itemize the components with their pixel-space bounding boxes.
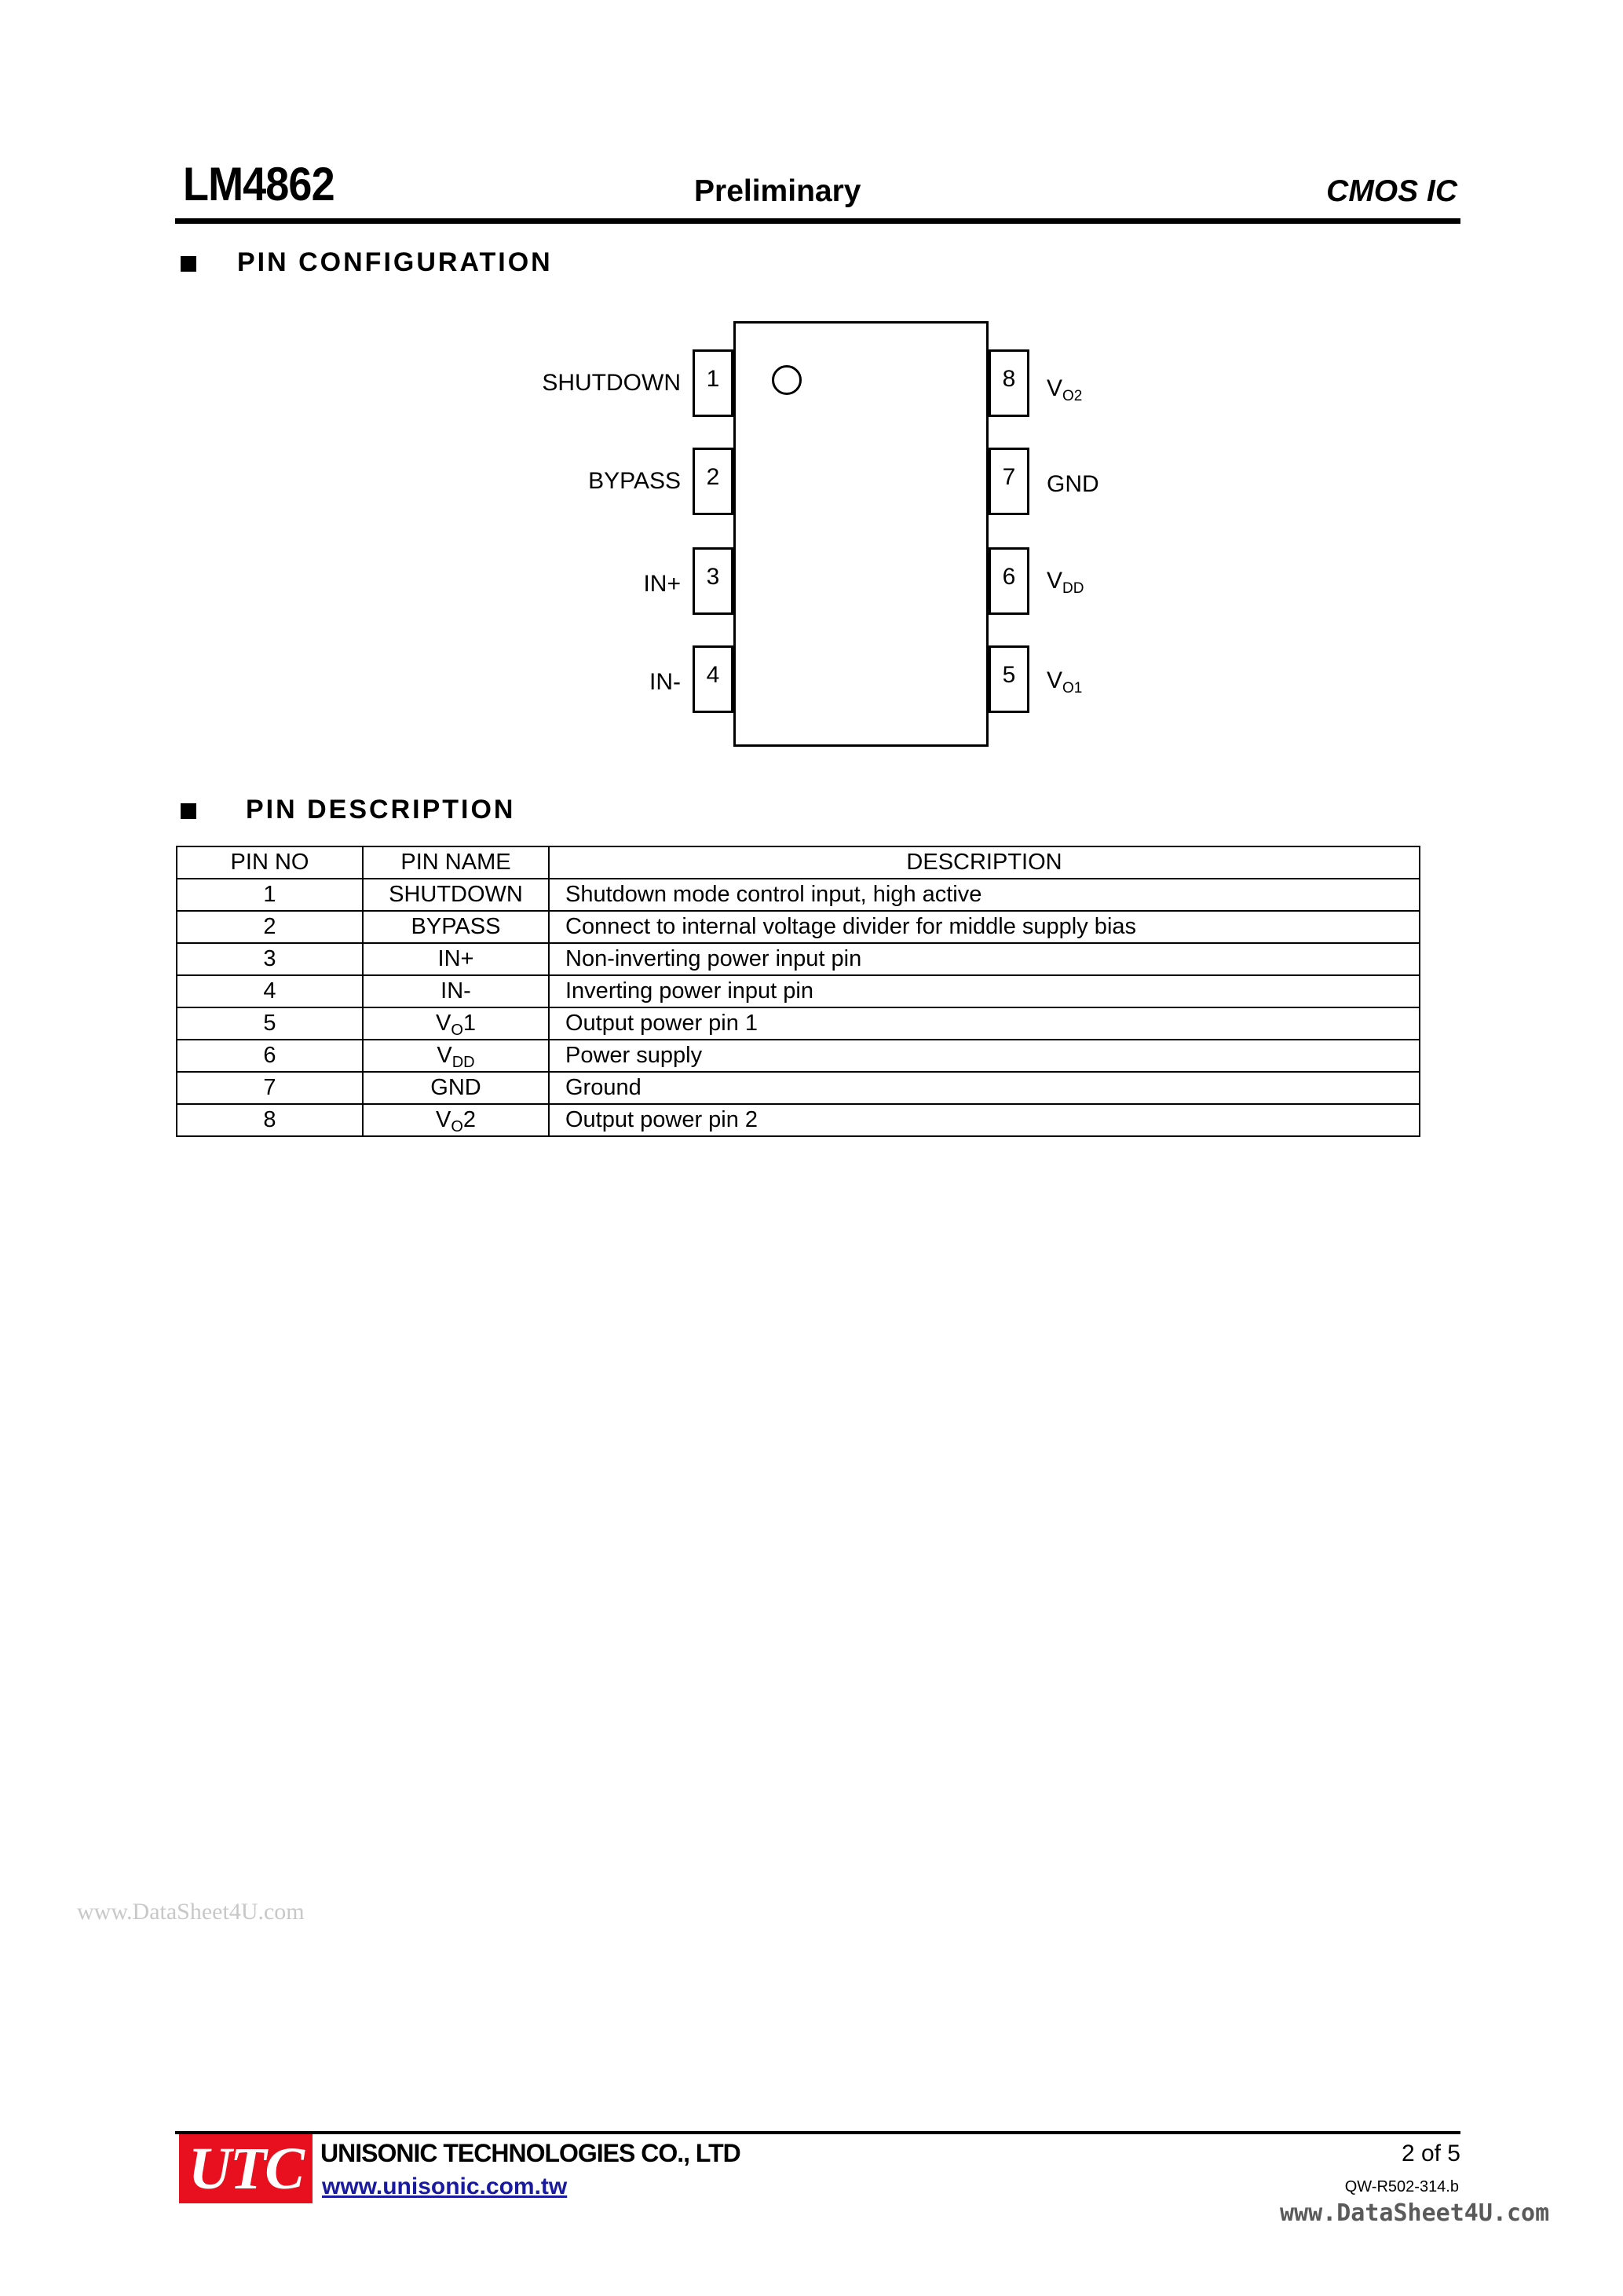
pin-configuration-heading: PIN CONFIGURATION: [237, 247, 553, 277]
pin-description-heading: PIN DESCRIPTION: [246, 795, 516, 824]
cell-pin-no: 6: [177, 1040, 363, 1072]
pin-box-5: 5: [989, 645, 1029, 713]
page-number: 2 of 5: [1401, 2141, 1460, 2166]
table-row: [177, 975, 1420, 1007]
cell-pin-no: 1: [177, 879, 363, 911]
pin-box-1: 1: [693, 349, 733, 417]
cell-pin-name: IN+: [363, 943, 549, 975]
utc-logo: [179, 2134, 313, 2203]
table-header-row: [177, 846, 1420, 879]
cell-pin-no: 3: [177, 943, 363, 975]
table-row: [177, 1040, 1420, 1072]
document-number: QW-R502-314.b: [1344, 2178, 1459, 2195]
cell-pin-name: SHUTDOWN: [363, 879, 549, 911]
cell-description: Output power pin 1: [549, 1007, 1420, 1040]
section-bullet-icon: [181, 803, 196, 819]
header-pin-no: PIN NO: [177, 846, 363, 879]
pin-label-gnd: GND: [1047, 471, 1099, 497]
watermark-right: www.DataSheet4U.com: [1280, 2199, 1550, 2227]
pin-box-7: 7: [989, 448, 1029, 515]
cell-description: Power supply: [549, 1040, 1420, 1072]
logo-text: UTC: [188, 2135, 303, 2202]
table-row: [177, 879, 1420, 911]
cell-pin-name: $V_{DD}$: [363, 1040, 549, 1072]
pin-box-6: 6: [989, 547, 1029, 615]
cell-description: Inverting power input pin: [549, 975, 1420, 1007]
header-description: DESCRIPTION: [549, 846, 1420, 879]
header-pin-name: PIN NAME: [363, 846, 549, 879]
header-rule: [175, 218, 1460, 224]
cell-pin-no: 2: [177, 911, 363, 943]
pin-description-table: [176, 846, 1420, 1137]
pin-label-bypass: BYPASS: [588, 468, 681, 494]
table-row: [177, 943, 1420, 975]
cell-pin-no: 4: [177, 975, 363, 1007]
pin-label-in-plus: IN+: [643, 571, 681, 597]
cell-pin-no: 7: [177, 1072, 363, 1104]
pin-label-shutdown: SHUTDOWN: [542, 370, 681, 396]
section-bullet-icon: [181, 256, 196, 272]
pin-box-2: 2: [693, 448, 733, 515]
chip-body: [733, 321, 989, 747]
cell-description: Shutdown mode control input, high active: [549, 879, 1420, 911]
pin-box-4: 4: [693, 645, 733, 713]
cell-pin-no: 8: [177, 1104, 363, 1136]
part-number-title: LM4862: [183, 158, 334, 210]
pin-label-in-minus: IN-: [649, 669, 681, 695]
pin1-notch-icon: [772, 365, 802, 395]
table-row: [177, 1072, 1420, 1104]
watermark-left: www.DataSheet4U.com: [77, 1899, 305, 1925]
cell-pin-name: BYPASS: [363, 911, 549, 943]
cell-pin-name: IN-: [363, 975, 549, 1007]
pin-label-vdd: $V_{DD}$: [1047, 568, 1084, 597]
category-label: CMOS IC: [1326, 174, 1457, 208]
cell-description: Ground: [549, 1072, 1420, 1104]
cell-pin-no: 5: [177, 1007, 363, 1040]
website-link[interactable]: www.unisonic.com.tw: [322, 2174, 568, 2199]
cell-description: Connect to internal voltage divider for middle supply bias: [549, 911, 1420, 943]
table-row: [177, 1104, 1420, 1136]
pin-box-8: 8: [989, 349, 1029, 417]
cell-pin-name: GND: [363, 1072, 549, 1104]
company-name: UNISONIC TECHNOLOGIES CO., LTD: [320, 2139, 740, 2167]
cell-pin-name: $V_O1$: [363, 1007, 549, 1040]
preliminary-label: Preliminary: [694, 174, 861, 208]
table-row: [177, 911, 1420, 943]
pin-box-3: 3: [693, 547, 733, 615]
cell-description: Output power pin 2: [549, 1104, 1420, 1136]
cell-description: Non-inverting power input pin: [549, 943, 1420, 975]
footer-rule: [175, 2131, 1460, 2134]
pin-label-vo2: $V_{O2}$: [1047, 375, 1083, 404]
cell-pin-name: $V_O2$: [363, 1104, 549, 1136]
table-row: [177, 1007, 1420, 1040]
pin-label-vo1: $V_{O1}$: [1047, 667, 1083, 696]
